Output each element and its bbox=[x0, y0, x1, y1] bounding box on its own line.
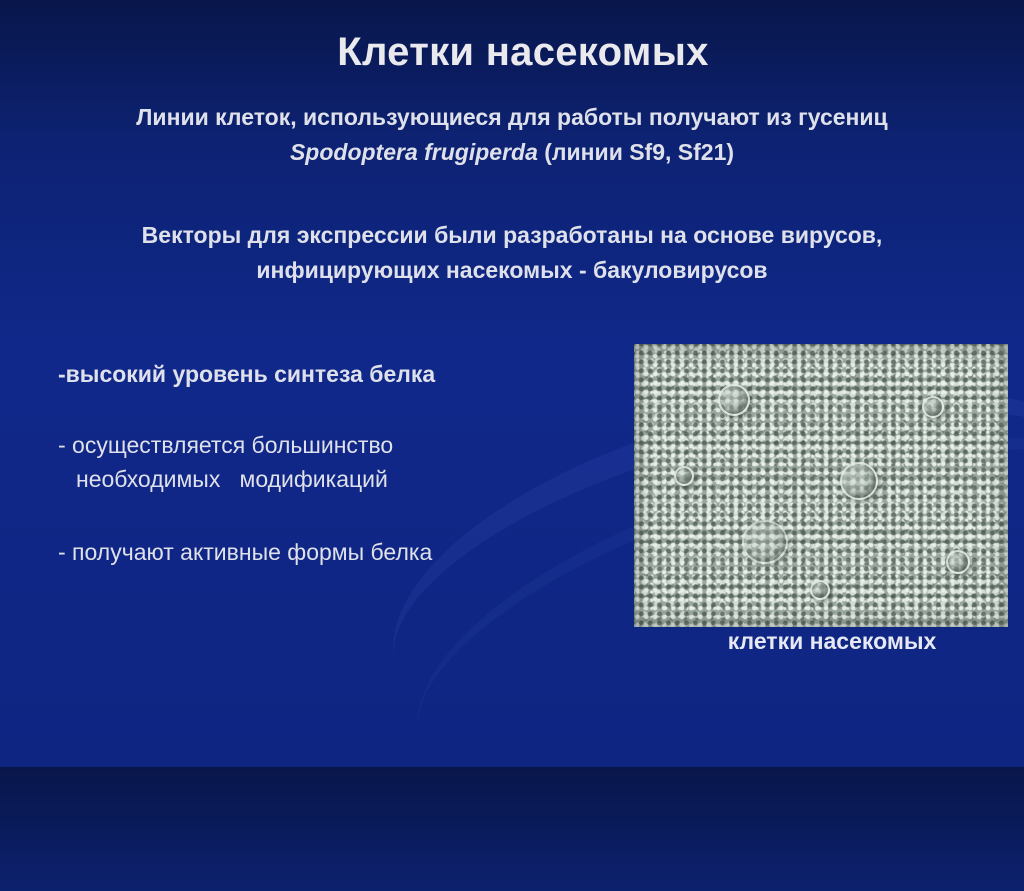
vectors-text bbox=[30, 218, 994, 288]
image-caption: клетки насекомых bbox=[727, 628, 937, 654]
large-cell bbox=[674, 466, 694, 486]
large-cell bbox=[810, 580, 830, 600]
bullet-modifications-line1: - осуществляется большинство bbox=[58, 432, 394, 458]
cell-lines-suffix: (линии Sf9, Sf21) bbox=[537, 139, 735, 165]
cell-lines-text bbox=[40, 100, 984, 170]
bullet-modifications-line2: необходимых модификаций bbox=[76, 466, 388, 492]
vectors-line1: Векторы для экспрессии были разработаны на основе вирусов, bbox=[141, 222, 883, 248]
cell-lines-line2 bbox=[40, 135, 984, 170]
bullet-modifications bbox=[58, 428, 393, 496]
large-cell bbox=[840, 462, 878, 500]
large-cell bbox=[946, 550, 970, 574]
bullet-high-synthesis: -высокий уровень синтеза белка bbox=[58, 361, 436, 387]
large-cell bbox=[718, 384, 750, 416]
vectors-line2: инфицирующих насекомых - бакуловирусов bbox=[256, 257, 768, 283]
insect-cells-micrograph bbox=[634, 344, 1008, 627]
large-cell bbox=[922, 396, 944, 418]
species-name: Spodoptera frugiperda bbox=[289, 139, 538, 165]
slide-title: Клетки насекомых bbox=[337, 30, 709, 74]
bullet-active-forms: - получают активные формы белка bbox=[58, 539, 433, 565]
cell-lines-line1: Линии клеток, использующиеся для работы получают из гусениц bbox=[136, 104, 888, 130]
large-cell bbox=[742, 520, 788, 564]
